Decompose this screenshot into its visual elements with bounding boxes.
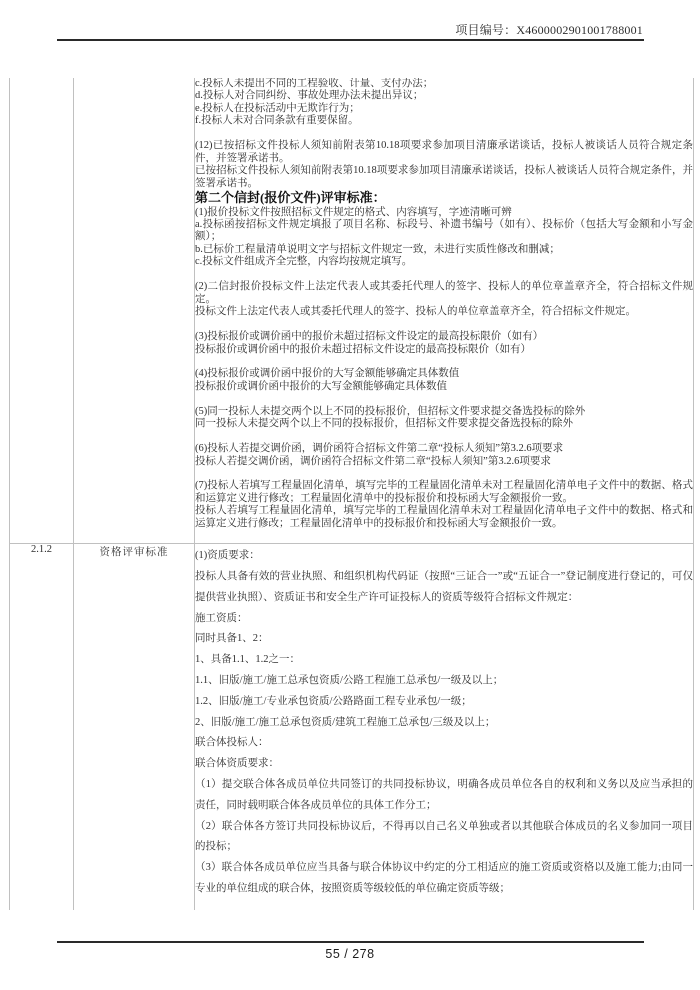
paragraph: （2）联合体各方签订共同投标协议后，不得再以自己名义单独或者以其他联合体成员的名义参加同一项目的投标； (195, 820, 693, 853)
paragraph (195, 356, 693, 368)
paragraph (195, 319, 693, 331)
footer-divider-rule (57, 941, 644, 943)
paragraph (195, 393, 693, 405)
criteria-content-cell (195, 78, 694, 544)
paragraph: b.已标价工程量清单说明文字与招标文件规定一致，未进行实质性修改和删减； (195, 243, 560, 255)
paragraph: 施工资质： (195, 612, 248, 624)
clause-id-cell: 2.1.2 (10, 544, 74, 910)
paragraph: 投标人具备有效的营业执照、和组织机构代码证（按照“三证合一”或“五证合一”登记制度进行登记的，可仅提供营业执照）、资质证书和安全生产许可证投标人的资质等级符合招标文件规定： (195, 571, 693, 603)
paragraph: 同一投标人未提交两个以上不同的投标报价，但招标文件要求提交备选投标的除外 (195, 418, 573, 430)
paragraph (195, 468, 693, 480)
paragraph: c.投标人未提出不同的工程验收、计量、支付办法； (195, 78, 434, 89)
header-divider-rule (57, 39, 644, 41)
evaluation-criteria-table (9, 78, 694, 910)
paragraph (195, 128, 693, 140)
page-number: 55 / 278 (325, 947, 375, 961)
paragraph: f.投标人未对合同条款有重要保留。 (195, 115, 359, 127)
section-heading: 第二个信封(报价文件)评审标准： (195, 190, 386, 206)
paragraph: （3）联合体各成员单位应当具备与联合体协议中约定的分工相适应的施工资质或资格以及施工能力;由同一专业的单位组成的联合体，按照资质等级较低的单位确定资质等级； (195, 862, 693, 894)
paragraph: 投标人若填写工程量固化清单，填写完毕的工程量固化清单未对工程量固化清单电子文件中的数据、格式和运算定义进行修改；工程量固化清单中的投标报价和投标函大写金额报价一致。 (195, 505, 693, 529)
paragraph: d.投标人对合同纠纷、事故处理办法未提出异议； (195, 90, 424, 102)
paragraph: 联合体投标人： (195, 737, 269, 749)
paragraph: (6)投标人若提交调价函，调价函符合招标文件第二章“投标人须知”第3.2.6项要求 (195, 443, 564, 455)
criteria-name-cell (74, 78, 195, 544)
paragraph: (1)资质要求： (195, 550, 260, 562)
paragraph: a.投标函按招标文件规定填报了项目名称、标段号、补遗书编号（如有）、投标价（包括大写金额和小写金额）； (195, 219, 693, 243)
paragraph: c.投标文件组成齐全完整，内容均按规定填写。 (195, 256, 413, 268)
paragraph: e.投标人在投标活动中无欺诈行为； (195, 102, 360, 114)
paragraph: 投标文件上法定代表人或其委托代理人的签字、投标人的单位章盖章齐全，符合招标文件规定。 (195, 306, 636, 318)
paragraph: 已按招标文件投标人须知前附表第10.18项要求参加项目清廉承诺谈话，投标人被谈话人员符合规定条件，并签署承诺书。 (195, 165, 693, 189)
paragraph: 联合体资质要求： (195, 758, 279, 770)
paragraph: (4)投标报价或调价函中报价的大写金额能够确定具体数值 (195, 368, 460, 380)
price-envelope-criteria-text (195, 78, 693, 530)
paragraph: 1.1、旧版/施工/施工总承包资质/公路工程施工总承包/一级及以上； (195, 675, 504, 687)
paragraph (195, 431, 693, 443)
paragraph: （1）提交联合体各成员单位共同签订的共同投标协议，明确各成员单位各自的权利和义务以及应当承担的责任，同时载明联合体各成员单位的具体工作分工； (195, 779, 693, 811)
paragraph (195, 269, 693, 281)
paragraph: 1、具备1.1、1.2之一： (195, 654, 300, 666)
table-row (10, 78, 694, 544)
clause-id-cell (10, 78, 74, 544)
criteria-name-cell: 资格评审标准 (74, 544, 195, 910)
paragraph: 投标报价或调价函中的报价未超过招标文件设定的最高投标限价（如有） (195, 343, 531, 355)
paragraph: 1.2、旧版/施工/专业承包资质/公路路面工程专业承包/一级； (195, 695, 472, 707)
paragraph: 投标报价或调价函中报价的大写金额能够确定具体数值 (195, 380, 447, 392)
project-number-header: 项目编号：X4600002901001788001 (455, 23, 643, 37)
criteria-content-cell (195, 544, 694, 910)
paragraph: (3)投标报价或调价函中的报价未超过招标文件设定的最高投标限价（如有） (195, 331, 544, 343)
paragraph: (1)报价投标文件按照招标文件规定的格式、内容填写，字迹清晰可辨 (195, 206, 512, 218)
table-row (10, 544, 694, 910)
paragraph: (7)投标人若填写工程量固化清单，填写完毕的工程量固化清单未对工程量固化清单电子文件中的数据、格式和运算定义进行修改；工程量固化清单中的投标报价和投标函大写金额报价一致。 (195, 480, 693, 504)
paragraph: (5)同一投标人未提交两个以上不同的投标报价，但招标文件要求提交备选投标的除外 (195, 405, 586, 417)
paragraph: 2、旧版/施工/施工总承包资质/建筑工程施工总承包/三级及以上； (195, 716, 496, 728)
paragraph: (12)已按招标文件投标人须知前附表第10.18项要求参加项目清廉承诺谈话，投标人被谈话人员符合规定条件，并签署承诺书。 (195, 140, 693, 164)
paragraph: 同时具备1、2： (195, 633, 269, 645)
paragraph: 投标人若提交调价函，调价函符合招标文件第二章“投标人须知”第3.2.6项要求 (195, 455, 551, 467)
paragraph: (2)二信封报价投标文件上法定代表人或其委托代理人的签字、投标人的单位章盖章齐全，符合招标文件规定。 (195, 281, 693, 305)
qualification-criteria-text (195, 544, 693, 900)
criteria-table (9, 78, 694, 910)
